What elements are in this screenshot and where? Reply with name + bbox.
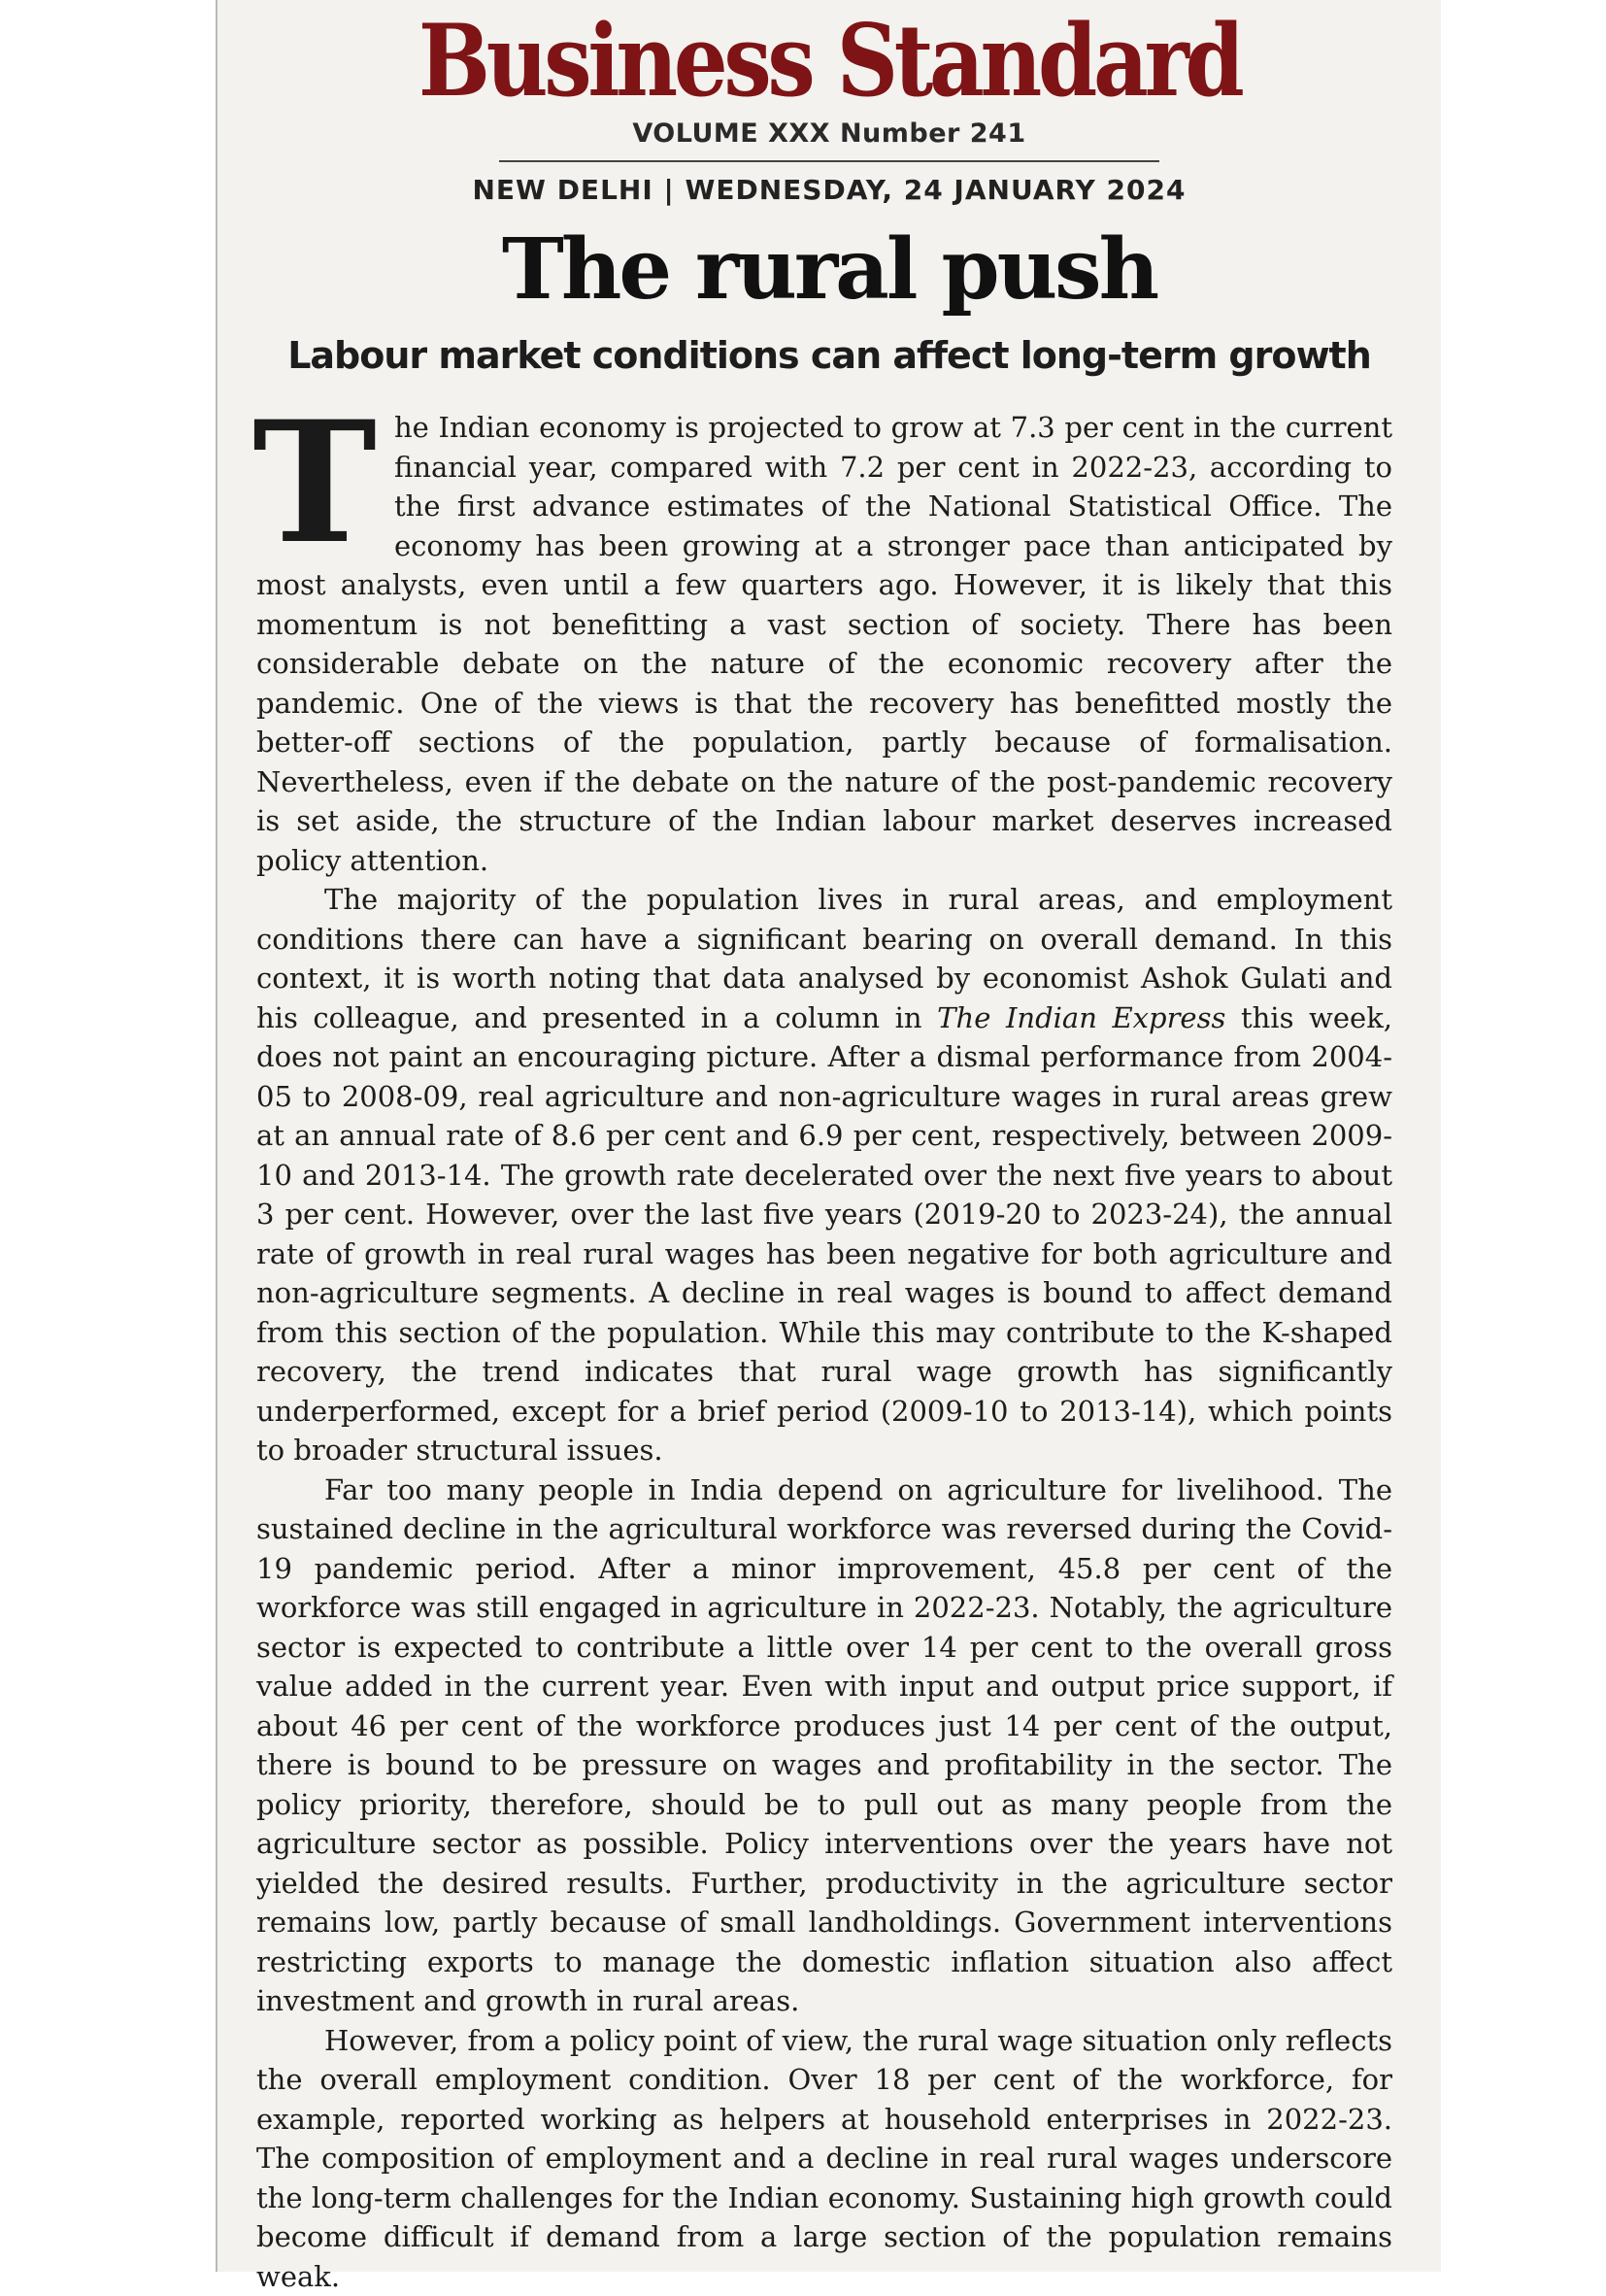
paragraph-4: However, from a policy point of view, the rural wage situation only reflects the overall employment condition. Over 18 per cent of the workforce, for example, reported working as helpers at household enterprises in 2022-23. The composition of employment and a decline in real rural wages underscore the long-term challenges for the Indian economy. Sustaining high growth could become difficult if demand from a large section of the population remains weak. (256, 2021, 1392, 2296)
drop-cap: T (252, 416, 377, 561)
masthead-divider (499, 160, 1159, 162)
brand-logo: Business Standard (418, 8, 1241, 115)
paragraph-1-text: he Indian economy is projected to grow at 7.3 per cent in the current financial year, compared with 7.2 per cent in 2022-23, according to the first advance estimates of the National Statistical Office. The economy has been growing at a stronger pace than anticipated by most analysts, even until a few quarters ago. However, it is likely that this momentum is not benefitting a vast section of society. There has been considerable debate on the nature of the economic recovery after the pandemic. One of the views is that the recovery has benefitted mostly the better-off sections of the population, partly because of formalisation. Nevertheless, even if the debate on the nature of the post-pandemic recovery is set aside, the structure of the Indian labour market deserves increased policy attention. (256, 411, 1392, 877)
paragraph-1 (256, 408, 1392, 880)
publication-title: The Indian Express (937, 1001, 1225, 1034)
article-headline: The rural push (217, 223, 1441, 317)
masthead (217, 8, 1441, 377)
volume-number: VOLUME XXX Number 241 (217, 118, 1441, 149)
paragraph-2: The majority of the population lives in rural areas, and employment conditions there can have a significant bearing on overall demand. In this context, it is worth noting that data analysed by economist Ashok Gulati and his colleague, and presented in a column in The Indian Express this week, does not paint an encouraging picture. After a dismal performance from 2004-05 to 2008-09, real agriculture and non-agriculture wages in rural areas grew at an annual rate of 8.6 per cent and 6.9 per cent, respectively, between 2009-10 and 2013-14. The growth rate decelerated over the next five years to about 3 per cent. However, over the last five years (2019-20 to 2023-24), the annual rate of growth in real rural wages has been negative for both agriculture and non-agriculture segments. A decline in real wages is bound to affect demand from this section of the population. While this may contribute to the K-shaped recovery, the trend indicates that rural wage growth has significantly underperformed, except for a brief period (2009-10 to 2013-14), which points to broader structural issues. (256, 880, 1392, 1470)
paragraph-3: Far too many people in India depend on agriculture for livelihood. The sustained decline in the agricultural workforce was reversed during the Covid-19 pandemic period. After a minor improvement, 45.8 per cent of the workforce was still engaged in agriculture in 2022-23. Notably, the agriculture sector is expected to contribute a little over 14 per cent to the overall gross value added in the current year. Even with input and output price support, if about 46 per cent of the workforce produces just 14 per cent of the output, there is bound to be pressure on wages and profitability in the sector. The policy priority, therefore, should be to pull out as many people from the agriculture sector as possible. Policy interventions over the years have not yielded the desired results. Further, productivity in the agriculture sector remains low, partly because of small landholdings. Government interventions restricting exports to manage the domestic inflation situation also affect investment and growth in rural areas. (256, 1470, 1392, 2021)
dateline: NEW DELHI | WEDNESDAY, 24 JANUARY 2024 (217, 174, 1441, 206)
article-subhead: Labour market conditions can affect long-term growth (217, 334, 1441, 377)
article-body (256, 408, 1392, 2296)
